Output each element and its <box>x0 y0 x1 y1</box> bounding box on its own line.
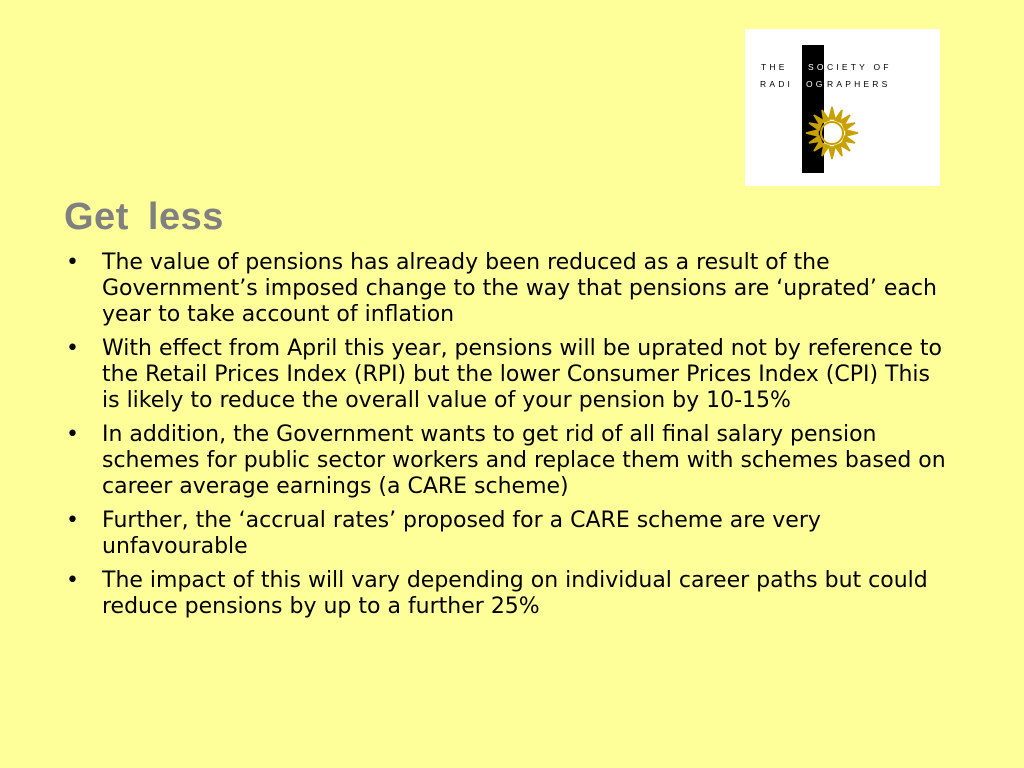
slide-title: Get less <box>64 196 224 238</box>
logo-graphic <box>745 29 940 186</box>
bullet-text: The value of pensions has already been reduced as a result of the Government’s imposed change to the way that pensions are ‘uprated’ each year to take account of inflation <box>102 250 937 327</box>
bullet-icon: • <box>66 422 79 447</box>
bullet-item <box>64 568 954 620</box>
bullet-icon: • <box>66 250 79 275</box>
logo-text-og: OG <box>806 79 826 89</box>
bullet-text: With effect from April this year, pensions will be uprated not by reference to the Retail Prices Index (RPI) but the lower Consumer Prices Index (CPI) This is likely to reduce the overall value of your pension by 10-15% <box>102 336 942 413</box>
logo-text-so: SO <box>808 62 827 72</box>
logo <box>745 29 940 186</box>
bullet-list <box>64 250 954 628</box>
bullet-item <box>64 422 954 500</box>
bullet-text: Further, the ‘accrual rates’ proposed for a CARE scheme are very unfavourable <box>102 508 821 559</box>
bullet-item <box>64 250 954 328</box>
bullet-text: The impact of this will vary depending on individual career paths but could reduce pensions by up to a further 25% <box>102 568 928 619</box>
logo-text-the: THE <box>761 62 788 72</box>
bullet-icon: • <box>66 568 79 593</box>
bullet-text: In addition, the Government wants to get rid of all final salary pension schemes for public sector workers and replace them with schemes based on career average earnings (a CARE scheme) <box>102 422 946 499</box>
bullet-icon: • <box>66 508 79 533</box>
logo-text-radio: RADI <box>760 79 794 89</box>
logo-text-ciety-of: CIETY OF <box>827 62 892 72</box>
logo-text-raphers: RAPHERS <box>827 79 891 89</box>
bullet-item <box>64 336 954 414</box>
bullet-item <box>64 508 954 560</box>
bullet-icon: • <box>66 336 79 361</box>
